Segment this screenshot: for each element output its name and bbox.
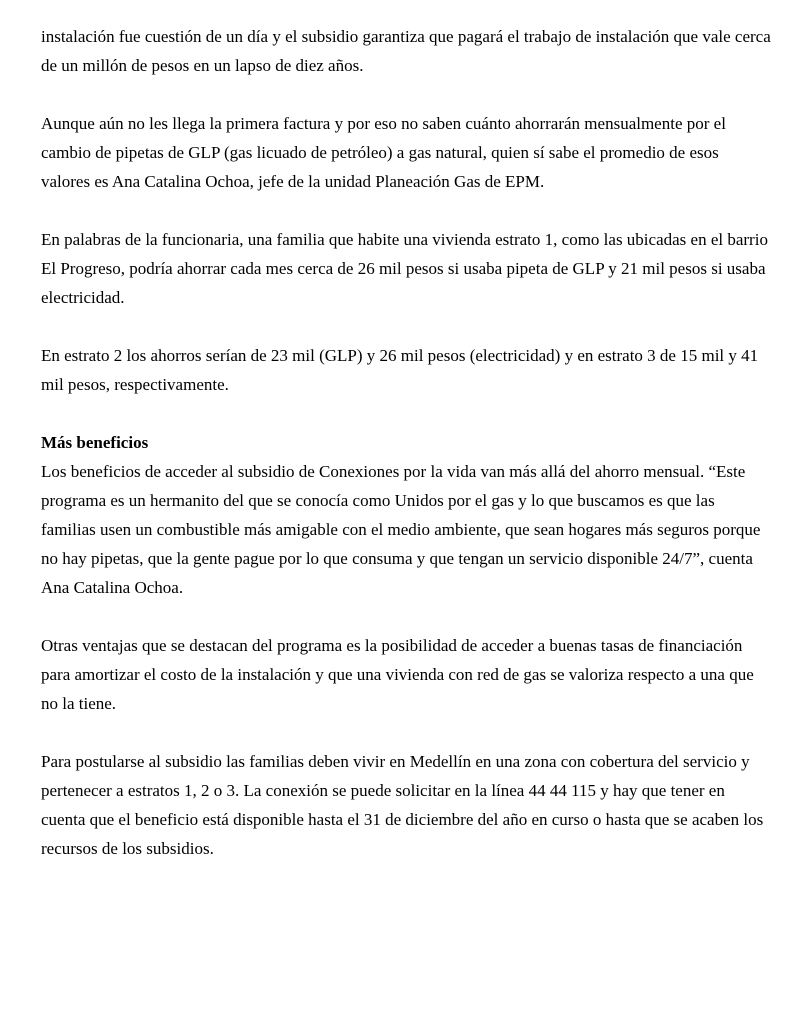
paragraph: En estrato 2 los ahorros serían de 23 mil (GLP) y 26 mil pesos (electricidad) y en estrato 3 de 15 mil y 41 mil pesos, respectivamente. xyxy=(41,346,759,394)
paragraph: Otras ventajas que se destacan del programa es la posibilidad de acceder a buenas tasas de financiación para amortizar el costo de la instalación y que una vivienda con red de gas se valoriza respecto a una que no la tiene. xyxy=(41,636,754,713)
paragraph: Para postularse al subsidio las familias deben vivir en Medellín en una zona con cobertura del servicio y pertenecer a estratos 1, 2 o 3. La conexión se puede solicitar en la línea 44 44 115 y hay que tener en cuenta que el beneficio está disponible hasta el 31 de diciembre del año en curso o hasta que se acaben los recursos de los subsidios. xyxy=(41,752,764,858)
paragraph: Aunque aún no les llega la primera factura y por eso no saben cuánto ahorrarán mensualmente por el cambio de pipetas de GLP (gas licuado de petróleo) a gas natural, quien sí sabe el promedio de esos valores es Ana Catalina Ochoa, jefe de la unidad Planeación Gas de EPM. xyxy=(41,114,726,191)
section-heading: Más beneficios xyxy=(41,433,149,452)
paragraph: Los beneficios de acceder al subsidio de Conexiones por la vida van más allá del ahorro mensual. “Este programa es un hermanito del que se conocía como Unidos por el gas y lo que buscamos es que las familias usen un combustible más amigable con el medio ambiente, que sean hogares más seguros porque no hay pipetas, que la gente pague por lo que consuma y que tengan un servicio disponible 24/7”, cuenta Ana Catalina Ochoa. xyxy=(41,462,761,597)
paragraph: En palabras de la funcionaria, una familia que habite una vivienda estrato 1, como las ubicadas en el barrio El Progreso, podría ahorrar cada mes cerca de 26 mil pesos si usaba pipeta de GLP y 21 mil pesos si usaba electricidad. xyxy=(41,230,768,307)
paragraph: instalación fue cuestión de un día y el subsidio garantiza que pagará el trabajo de instalación que vale cerca de un millón de pesos en un lapso de diez años. xyxy=(41,27,771,75)
